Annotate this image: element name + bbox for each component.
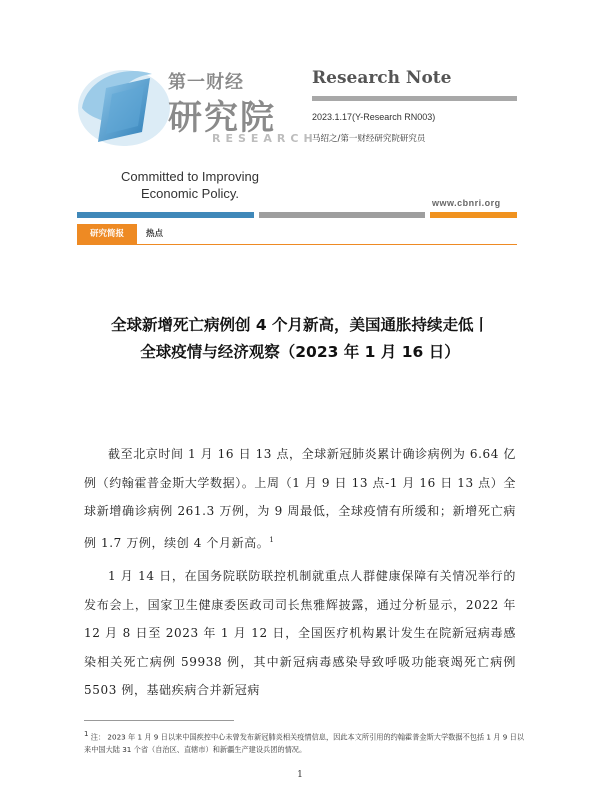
tag-underline (77, 244, 517, 245)
page-number: 1 (297, 770, 303, 780)
divider-gray (259, 212, 425, 218)
topic-tag: 热点 (146, 229, 164, 239)
footnote-divider (84, 720, 234, 721)
report-type: Research Note (312, 68, 452, 88)
logo-cn-big: 研究院 (168, 98, 276, 138)
brand-logo (72, 60, 318, 160)
website-link[interactable]: www.cbnri.org (432, 198, 501, 208)
paragraph-1 (84, 440, 516, 557)
report-type-underline (312, 96, 517, 101)
slogan-line-1: Committed to Improving (121, 169, 259, 184)
paragraph-2: 1 月 14 日，在国务院联防联控机制就重点人群健康保障有关情况举行的发布会上，国家卫生健康委医政司司长焦雅辉披露，通过分析显示，2022 年 12 月 8 日至 2023 年 1 月 12 日，全国医疗机构累计发生在院新冠病毒感染相关死亡病例 59938 例，其中新冠病毒感染导致呼吸功能衰竭死亡病例 5503 例，基础疾病合并新冠病 (84, 569, 516, 698)
footnote-marker: 1 (84, 730, 89, 738)
footnote (84, 728, 524, 756)
slogan-line-2: Economic Policy. (140, 186, 239, 201)
page-title (60, 312, 540, 366)
footnote-text: 注： 2023 年 1 月 9 日以来中国疾控中心未曾发布新冠肺炎相关疫情信息，因此本文所引用的约翰霍普金斯大学数据不包括 1 月 9 日以来中国大陆 31 个省（自治区、直辖市）和新疆生产建设兵团的情况。 (84, 732, 524, 755)
logo-cn-small: 第一财经 (168, 72, 244, 93)
paragraph-1-text: 截至北京时间 1 月 16 日 13 点，全球新冠肺炎累计确诊病例为 6.64 亿例（约翰霍普金斯大学数据）。上周（1 月 9 日 13 点-1 月 16 日 13 点）全球新增确诊病例 261.3 万例，为 9 周最低，全球疫情有所缓和；新增死亡病例 1.7 万例，续创 4 个月新高。 (84, 447, 517, 550)
divider-orange (430, 212, 517, 218)
author: 马绍之/第一财经研究院研究员 (312, 134, 426, 144)
logo-en: RESEARCH (212, 132, 318, 145)
divider-blue (77, 212, 254, 218)
section-tag: 研究简报 (77, 224, 137, 244)
slogan (110, 168, 270, 202)
footnote-ref[interactable]: 1 (269, 535, 275, 544)
title-line-2: 全球疫情与经济观察（2023 年 1 月 16 日） (140, 343, 460, 361)
report-id: 2023.1.17(Y-Research RN003) (312, 112, 436, 122)
title-line-1: 全球新增死亡病例创 4 个月新高，美国通胀持续走低丨 (110, 316, 490, 334)
